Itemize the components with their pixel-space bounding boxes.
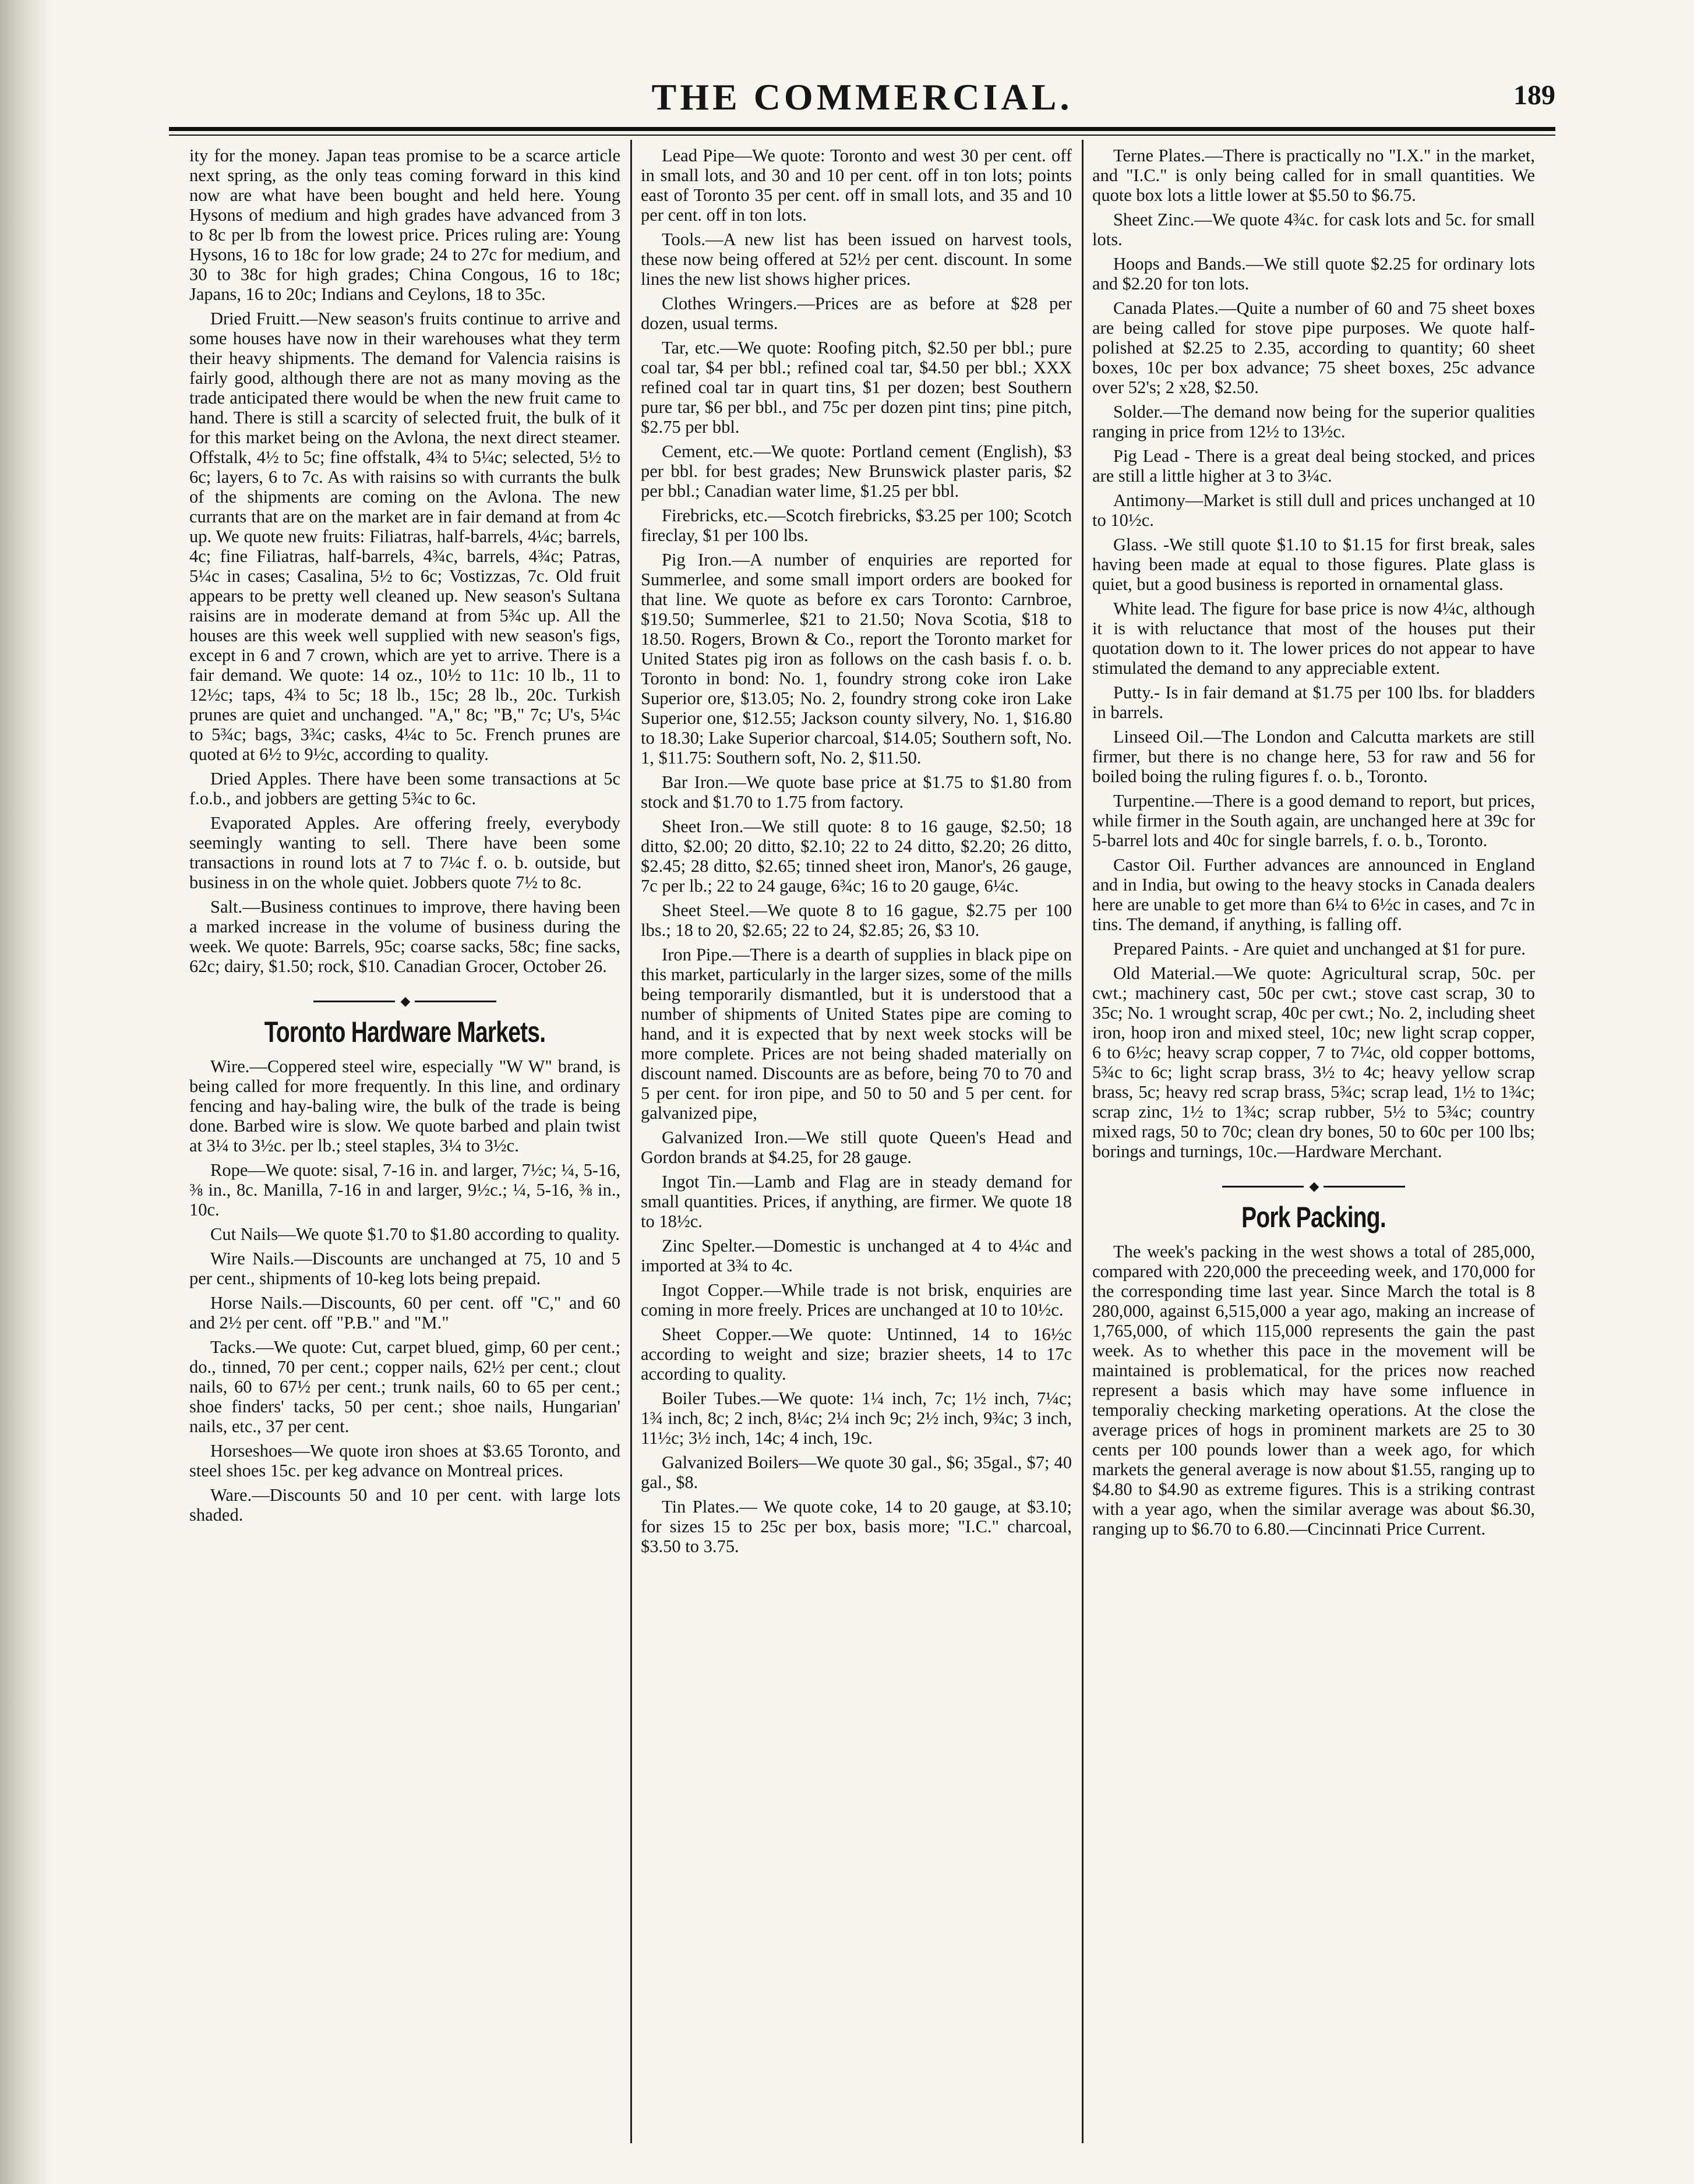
- article-paragraph: Prepared Paints. - Are quiet and unchanged at $1 for pure.: [1113, 939, 1526, 959]
- article-paragraph: Rope—We quote: sisal, 7-16 in. and larger, 7½c; ¼, 5-16, ⅜ in., 8c. Manilla, 7-16 in and larger, 9½c.; ¼, 5-16, ⅜ in., 10c.: [189, 1160, 620, 1220]
- article-paragraph: Tar, etc.—We quote: Roofing pitch, $2.50 per bbl.; pure coal tar, $4 per bbl.; refined coal tar, $4.50 per bbl.; XXX refined coal tar in quart tins, $1 per dozen; best Southern pure tar, $6 per bbl., and 75c per dozen pint tins; pine pitch, $2.75 per bbl.: [641, 338, 1072, 437]
- article-paragraph: Evaporated Apples. Are offering freely, everybody seemingly wanting to sell. There have been some transactions in round lots at 7 to 7¼c f. o. b. outside, but business in on the whole quiet. Jobbers quote 7½ to 8c.: [189, 813, 620, 892]
- article-paragraph: Wire Nails.—Discounts are unchanged at 75, 10 and 5 per cent., shipments of 10-keg lots being prepaid.: [189, 1249, 620, 1289]
- article-paragraph: Horseshoes—We quote iron shoes at $3.65 Toronto, and steel shoes 15c. per keg advance on Montreal prices.: [189, 1441, 620, 1481]
- article-paragraph: Hoops and Bands.—We still quote $2.25 for ordinary lots and $2.20 for ton lots.: [1092, 254, 1535, 294]
- article-paragraph: Wire.—Coppered steel wire, especially "W W" brand, is being called for more frequently. In this line, and ordinary fencing and hay-baling wire, the bulk of the trade is being done. Barbed wire is slow. We quote barbed and plain twist at 3¼ to 3½c. per lb.; steel staples, 3¼ to 3½c.: [189, 1056, 620, 1156]
- article-paragraph: Turpentine.—There is a good demand to report, but prices, while firmer in the South again, are unchanged here at 39c for 5-barrel lots and 40c for single barrels, f. o. b., Toronto.: [1092, 791, 1535, 850]
- article-paragraph: Canada Plates.—Quite a number of 60 and 75 sheet boxes are being called for stove pipe purposes. We quote half-polished at $2.25 to 2.35, according to quantity; 60 sheet boxes, 10c per box advance; 75 sheet boxes, 25c advance over 52's; 2 x28, $2.50.: [1092, 298, 1535, 397]
- article-paragraph: Sheet Zinc.—We quote 4¾c. for cask lots and 5c. for small lots.: [1092, 210, 1535, 249]
- article-paragraph: Zinc Spelter.—Domestic is unchanged at 4 to 4¼c and imported at 3¾ to 4c.: [641, 1236, 1072, 1275]
- article-paragraph: Pig Lead - There is a great deal being stocked, and prices are still a little higher at 3 to 3¼c.: [1092, 446, 1535, 486]
- masthead: [169, 76, 1555, 128]
- article-paragraph: Solder.—The demand now being for the superior qualities ranging in price from 12½ to 13½c.: [1092, 402, 1535, 441]
- article-paragraph: Ingot Tin.—Lamb and Flag are in steady demand for small quantities. Prices, if anything, are firmer. We quote 18 to 18½c.: [641, 1172, 1072, 1231]
- article-paragraph: Ware.—Discounts 50 and 10 per cent. with large lots shaded.: [189, 1485, 620, 1525]
- article-paragraph: Bar Iron.—We quote base price at $1.75 to $1.80 from stock and $1.70 to 1.75 from factory.: [641, 772, 1072, 812]
- article-paragraph: Lead Pipe—We quote: Toronto and west 30 per cent. off in small lots, and 30 and 10 per cent. off in ton lots; points east of Toronto 35 per cent. off in small lots, and 35 and 10 per cent. off in ton lots.: [641, 146, 1072, 225]
- article-paragraph: Pig Iron.—A number of enquiries are reported for Summerlee, and some small import orders are booked for that line. We quote as before ex cars Toronto: Carnbroe, $19.50; Summerlee, $21 to 21.50; Nova Scotia, $18 to 18.50. Rogers, Brown & Co., report the Toronto market for United States pig iron as follows on the cash basis f. o. b. Toronto in bond: No. 1, foundry strong coke iron Lake Superior ore, $13.05; No. 2, foundry strong coke iron Lake Superior one, $12.55; Jackson county silvery, No. 1, $16.80 to 18.30; Lake Superior charcoal, $14.05; Southern soft, No. 1, $11.75: Southern soft, No. 2, $11.50.: [641, 550, 1072, 768]
- article-paragraph: The week's packing in the west shows a total of 285,000, compared with 220,000 the preceeding week, and 170,000 for the corresponding time last year. Since March the total is 8 280,000, against 6,515,000 a year ago, making an increase of 1,765,000, of which 115,000 represents the gain the past week. As to whether this pace in the movement will be maintained is problematical, for the prices now reached represent a basis which may have some influence in temporaliy checking marketing operations. At the close the average prices of hogs in prominent markets are 25 to 30 cents per 100 pounds lower than a week ago, for which markets the general average is now about $1.55, ranging up to $4.80 to $4.90 as extreme figures. This is a striking contrast with a year ago, when the similar average was about $6.30, ranging up to $6.70 to 6.80.—Cincinnati Price Current.: [1092, 1242, 1535, 1539]
- page-binding-edge: [0, 0, 52, 2184]
- section-ornament: ◆: [189, 991, 620, 1010]
- section-heading-toronto-hardware: Toronto Hardware Markets.: [264, 1016, 546, 1049]
- masthead-title: THE COMMERCIAL.: [651, 76, 1073, 118]
- masthead-rule-thick: [169, 127, 1555, 131]
- article-paragraph: Salt.—Business continues to improve, there having been a marked increase in the volume of business during the week. We quote: Barrels, 95c; coarse sacks, 58c; fine sacks, 62c; dairy, $1.50; rock, $10. Canadian Grocer, October 26.: [189, 897, 620, 976]
- article-paragraph: Putty.- Is in fair demand at $1.75 per 100 lbs. for bladders in barrels.: [1092, 683, 1535, 722]
- masthead-rule-thin: [169, 135, 1555, 136]
- column-separator: [1082, 140, 1084, 2143]
- section-ornament: ◆: [1092, 1176, 1535, 1195]
- article-paragraph: Tools.—A new list has been issued on harvest tools, these now being offered at 52½ per cent. discount. In some lines the new list shows higher prices.: [641, 229, 1072, 289]
- article-paragraph: Boiler Tubes.—We quote: 1¼ inch, 7c; 1½ inch, 7¼c; 1¾ inch, 8c; 2 inch, 8¼c; 2¼ inch 9c; 2½ inch, 9¾c; 3 inch, 11½c; 3½ inch, 14c; 4 inch, 19c.: [641, 1388, 1072, 1448]
- article-paragraph: Terne Plates.—There is practically no "I.X." in the market, and "I.C." is only being called for in small quantities. We quote box lots a little lower at $5.50 to $6.75.: [1092, 146, 1535, 205]
- article-paragraph: Cement, etc.—We quote: Portland cement (English), $3 per bbl. for best grades; New Brunswick plaster paris, $2 per bbl.; Canadian water lime, $1.25 per bbl.: [641, 441, 1072, 501]
- article-paragraph: Clothes Wringers.—Prices are as before at $28 per dozen, usual terms.: [641, 294, 1072, 333]
- column-separator: [630, 140, 632, 2143]
- article-paragraph: Tin Plates.— We quote coke, 14 to 20 gauge, at $3.10; for sizes 15 to 25c per box, basis more; "I.C." charcoal, $3.50 to 3.75.: [641, 1497, 1072, 1556]
- article-paragraph: Old Material.—We quote: Agricultural scrap, 50c. per cwt.; machinery cast, 50c per cwt.; stove cast scrap, 30 to 35c; No. 1 wrought scrap, 40c per cwt.; No. 2, including sheet iron, hoop iron and mixed steel, 10c; new light scrap copper, 6 to 6½c; heavy scrap copper, 7 to 7¼c, old copper bottoms, 5¾c to 6c; light scrap brass, 3½ to 4c; heavy yellow scrap brass, 5c; heavy red scrap brass, 5¾c; scrap lead, 1½ to 1¾c; scrap zinc, 1½ to 1¾c; scrap rubber, 5½ to 5¾c; country mixed rags, 50 to 70c; clean dry bones, 50 to 60c per 100 lbs; borings and turnings, 10c.—Hardware Merchant.: [1092, 963, 1535, 1161]
- article-paragraph: White lead. The figure for base price is now 4¼c, although it is with reluctance that most of the houses put their quotation down to it. The lower prices do not appear to have stimulated the demand to any appreciable extent.: [1092, 599, 1535, 678]
- article-paragraph: ity for the money. Japan teas promise to be a scarce article next spring, as the only teas coming forward in this kind now are what have been bought and held here. Young Hysons of medium and high grades have advanced from 3 to 8c per lb from the lowest price. Prices ruling are: Young Hysons, 16 to 18c for low grade; 24 to 27c for medium, and 30 to 38c for high grades; China Congous, 16 to 18c; Japans, 16 to 20c; Indians and Ceylons, 18 to 35c.: [189, 146, 620, 304]
- article-paragraph: Galvanized Boilers—We quote 30 gal., $6; 35gal., $7; 40 gal., $8.: [641, 1453, 1072, 1492]
- article-paragraph: Castor Oil. Further advances are announced in England and in India, but owing to the heavy stocks in Canada dealers here are unable to get more than 6¼ to 6½c in cases, and 7c in tins. The demand, if anything, is falling off.: [1092, 855, 1535, 934]
- page-number: 189: [1513, 80, 1555, 111]
- article-paragraph: Dried Fruitt.—New season's fruits continue to arrive and some houses have now in their warehouses what they term their heavy shipments. The demand for Valencia raisins is fairly good, although there are not as many moving as the trade anticipated there would be when the new fruit came to hand. There is still a scarcity of selected fruit, the bulk of it for this market being on the Avlona, the next direct steamer. Offstalk, 4½ to 5c; fine offstalk, 4¾ to 5¼c; selected, 5½ to 6c; layers, 6 to 7c. As with raisins so with currants the bulk of the shipments are coming on the Avlona. The new currants that are on the market are in fair demand at from 4c up. We quote new fruits: Filiatras, half-barrels, 4¼c; barrels, 4c; fine Filiatras, half-barrels, 4¾c, barrels, 4¾c; Patras, 5¼c in cases; Casalina, 5½ to 6c; Vostizzas, 7c. Old fruit appears to be pretty well cleaned up. New season's Sultana raisins are in moderate demand at from 5¾c up. All the houses are this week well supplied with new season's figs, except in 6 and 7 crown, which are yet to arrive. There is a fair demand. We quote: 14 oz., 10½ to 11c: 10 lb., 11 to 12½c; taps, 4¾ to 5c; 18 lb., 15c; 28 lb., 20c. Turkish prunes are quiet and unchanged. "A," 8c; "B," 7c; U's, 5¼c to 5¾c; bags, 3¾c; casks, 4¼c to 5c. French prunes are quoted at 6½ to 9½c, according to quality.: [189, 309, 620, 764]
- article-paragraph: Tacks.—We quote: Cut, carpet blued, gimp, 60 per cent.; do., tinned, 70 per cent.; copper nails, 62½ per cent.; clout nails, 60 to 67½ per cent.; trunk nails, 60 to 65 per cent.; shoe finders' tacks, 50 per cent.; shoe nails, Hungarian' nails, etc., 37 per cent.: [189, 1337, 620, 1437]
- article-paragraph: Glass. -We still quote $1.10 to $1.15 for first break, sales having been made at equal to those figures. Plate glass is quiet, but a good business is reported in ornamental glass.: [1092, 535, 1535, 594]
- column-1: [189, 146, 620, 2149]
- article-paragraph: Sheet Iron.—We still quote: 8 to 16 gauge, $2.50; 18 ditto, $2.00; 20 ditto, $2.10; 22 to 24 ditto, $2.20; 26 ditto, $2.45; 28 ditto, $2.65; tinned sheet iron, Manor's, 26 gauge, 7c per lb.; 22 to 24 gauge, 6¾c; 16 to 20 gauge, 6¼c.: [641, 817, 1072, 896]
- article-paragraph: Sheet Copper.—We quote: Untinned, 14 to 16½c according to weight and size; brazier sheets, 14 to 17c according to quality.: [641, 1324, 1072, 1384]
- section-heading-pork-packing: Pork Packing.: [1241, 1201, 1386, 1234]
- article-paragraph: Antimony—Market is still dull and prices unchanged at 10 to 10½c.: [1092, 490, 1535, 530]
- article-paragraph: Iron Pipe.—There is a dearth of supplies in black pipe on this market, particularly in the larger sizes, some of the mills being temporarily dismantled, but it is understood that a number of shipments of United States pipe are coming to hand, and it is expected that by next week stocks will be more complete. Prices are not being shaded materially on discount named. Discounts are as before, being 70 to 70 and 5 per cent. for iron pipe, and 50 to 50 and 5 per cent. for galvanized pipe,: [641, 945, 1072, 1123]
- column-3: [1092, 146, 1535, 2149]
- article-paragraph: Dried Apples. There have been some transactions at 5c f.o.b., and jobbers are getting 5¾c to 6c.: [189, 769, 620, 808]
- article-paragraph: Ingot Copper.—While trade is not brisk, enquiries are coming in more freely. Prices are unchanged at 10 to 10½c.: [641, 1280, 1072, 1320]
- article-paragraph: Sheet Steel.—We quote 8 to 16 gague, $2.75 per 100 lbs.; 18 to 20, $2.65; 22 to 24, $2.85; 26, $3 10.: [641, 900, 1072, 940]
- article-paragraph: Cut Nails—We quote $1.70 to $1.80 according to quality.: [210, 1224, 620, 1245]
- article-paragraph: Galvanized Iron.—We still quote Queen's Head and Gordon brands at $4.25, for 28 gauge.: [641, 1128, 1072, 1167]
- article-paragraph: Linseed Oil.—The London and Calcutta markets are still firmer, but there is no change here, 53 for raw and 56 for boiled boing the ruling figures f. o. b., Toronto.: [1092, 727, 1535, 786]
- article-paragraph: Firebricks, etc.—Scotch firebricks, $3.25 per 100; Scotch fireclay, $1 per 100 lbs.: [641, 506, 1072, 545]
- article-paragraph: Horse Nails.—Discounts, 60 per cent. off "C," and 60 and 2½ per cent. off "P.B." and "M.": [189, 1293, 620, 1333]
- column-2: [641, 146, 1072, 2149]
